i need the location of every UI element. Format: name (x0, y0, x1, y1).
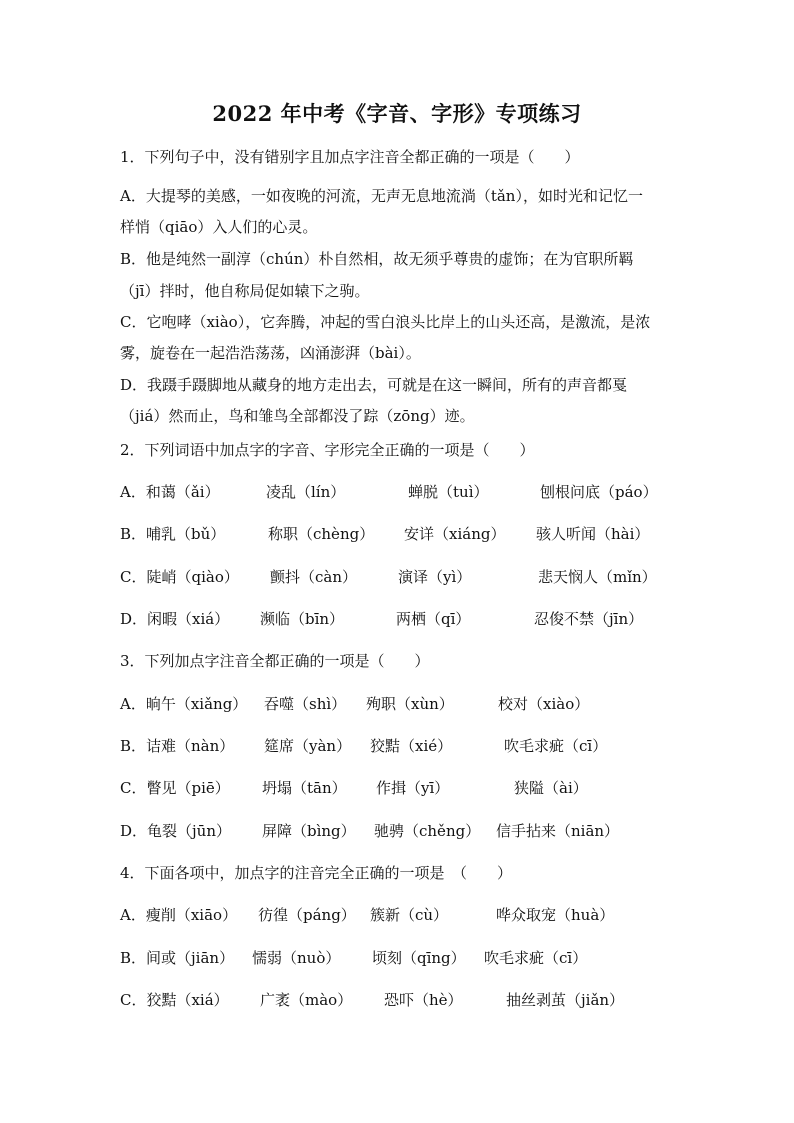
question-1-option-d-line-1: D．我蹑手蹑脚地从藏身的地方走出去，可就是在这一瞬间，所有的声音都戛 (120, 376, 628, 394)
term: 恐吓（hè） (384, 991, 463, 1009)
page-title: 2022 年中考《字音、字形》专项练习 (212, 101, 582, 126)
term: B．哺乳（bǔ） (120, 525, 226, 543)
term: 广袤（mào） (260, 991, 353, 1009)
term: 屏障（bìng） (262, 822, 356, 840)
term: D．闲暇（xiá） (120, 610, 230, 628)
term: 懦弱（nuò） (252, 949, 341, 967)
term: 演译（yì） (398, 568, 472, 586)
term: C．陡峭（qiào） (120, 568, 239, 586)
term: 安详（xiáng） (404, 525, 506, 543)
question-1-option-c-line-2: 雾，旋卷在一起浩浩荡荡，凶涌澎湃（bài）。 (120, 344, 421, 362)
term: 顷刻（qīng） (372, 949, 466, 967)
term: A．瘦削（xiāo） (120, 906, 238, 924)
question-1-option-b-line-1: B．他是纯然一副淳（chún）朴自然相，故无须乎尊贵的虚饰；在为官职所羁 (120, 250, 634, 268)
term: 信手拈来（niān） (496, 822, 620, 840)
term: 吹毛求疵（cī） (504, 737, 608, 755)
term: 抽丝剥茧（jiǎn） (506, 991, 625, 1009)
term: 濒临（bīn） (260, 610, 345, 628)
term: 彷徨（páng） (258, 906, 356, 924)
question-4-stem: 4．下面各项中，加点字的注音完全正确的一项是 （ ） (120, 864, 513, 882)
term: 校对（xiào） (498, 695, 590, 713)
term: 吞噬（shì） (264, 695, 347, 713)
term: B．间或（jiān） (120, 949, 235, 967)
term: 驰骋（chěng） (374, 822, 481, 840)
term: 殉职（xùn） (366, 695, 454, 713)
term: 哗众取宠（huà） (496, 906, 615, 924)
term: 坍塌（tān） (262, 779, 347, 797)
term: 蝉脱（tuì） (408, 483, 489, 501)
question-1-stem: 1．下列句子中，没有错别字且加点字注音全都正确的一项是（ ） (120, 148, 580, 166)
term: 骇人听闻（hài） (536, 525, 650, 543)
question-1-option-c-line-1: C．它咆哮（xiào），它奔腾，冲起的雪白浪头比岸上的山头还高，是激流，是浓 (120, 313, 651, 331)
question-1-option-a-line-2: 样悄（qiāo）入人们的心灵。 (120, 218, 318, 236)
term: 凌乱（lín） (266, 483, 346, 501)
term: 刨根问底（páo） (540, 483, 658, 501)
term: 筵席（yàn） (264, 737, 352, 755)
term: A．晌午（xiǎng） (120, 695, 248, 713)
term: C．瞥见（piē） (120, 779, 230, 797)
term: 悲天悯人（mǐn） (538, 568, 657, 586)
term: D．龟裂（jūn） (120, 822, 231, 840)
term: B．诘难（nàn） (120, 737, 235, 755)
question-1-option-b-line-2: （jī）拌时，他自称局促如辕下之驹。 (120, 282, 370, 300)
term: 狭隘（ài） (514, 779, 588, 797)
term: 称职（chèng） (268, 525, 375, 543)
question-1-option-d-line-2: （jiá）然而止，鸟和雏鸟全部都没了踪（zōng）迹。 (120, 407, 475, 425)
term: A．和蔼（ǎi） (120, 483, 220, 501)
term: 狡黠（xié） (370, 737, 453, 755)
term: 忍俊不禁（jīn） (534, 610, 644, 628)
term: 吹毛求疵（cī） (484, 949, 588, 967)
term: C．狡黠（xiá） (120, 991, 229, 1009)
question-1-option-a-line-1: A．大提琴的美感，一如夜晚的河流，无声无息地流淌（tǎn），如时光和记忆一 (120, 187, 643, 205)
term: 作揖（yī） (376, 779, 450, 797)
term: 颤抖（càn） (270, 568, 358, 586)
term: 簇新（cù） (370, 906, 449, 924)
term: 两栖（qī） (396, 610, 471, 628)
question-2-stem: 2．下列词语中加点字的字音、字形完全正确的一项是（ ） (120, 441, 535, 459)
question-3-stem: 3．下列加点字注音全都正确的一项是（ ） (120, 652, 430, 670)
